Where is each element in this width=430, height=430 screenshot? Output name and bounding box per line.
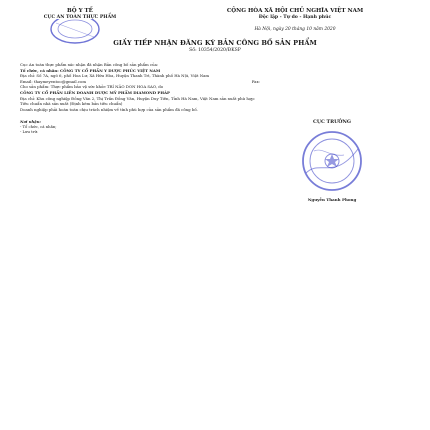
product-line: Địa chỉ: Khu công nghiệp Đồng Văn 2, Thị Trấn Đồng Văn, Huyện Duy Tiên, Tỉnh Hà Nam, Việt Nam sản xuất phù hợp: (20, 95, 256, 101)
issuing-agency (20, 8, 140, 35)
document-number: Số: 10354/2020/ĐKSP (189, 48, 241, 53)
email-line: Email: thaymeyentoo@gmail.com (20, 78, 87, 84)
body-line: Cục An toàn thực phẩm xác nhận đã nhận Bản công bố sản phẩm của: (20, 62, 159, 67)
official-seal-icon (300, 129, 364, 193)
document-header (20, 8, 410, 35)
recipients-block (20, 119, 57, 134)
body-line: Địa chỉ: Số 7A, ngõ 6, phố Hoa Lư, Xã Hữu Hòa, Huyện Thanh Trì, Thành phố Hà Nội, Việt Nam (20, 73, 210, 79)
motto-line-1: CỘNG HÒA XÃ HỘI CHỦ NGHĨA VIỆT NAM (226, 8, 364, 14)
recipients-label: Nơi nhận: (20, 119, 41, 125)
ministry-name: BỘ Y TẾ (67, 8, 93, 14)
product-line: CÔNG TY CỔ PHẦN LIÊN DOANH DƯỢC MỸ PHẨM DIAMOND PHÁP (20, 89, 170, 95)
recipient-item: - Tổ chức, cá nhân; (20, 124, 57, 130)
body-line: Tổ chức, cá nhân: CÔNG TY CỔ PHẦN Y DƯỢC PHÚC VIỆT NAM (20, 67, 161, 73)
signer-name: Nguyễn Thanh Phong (307, 197, 357, 203)
department-name: CỤC AN TOÀN THỰC PHẨM (43, 15, 117, 20)
commitment-line: Doanh nghiệp phải hoàn toàn chịu trách nhiệm về tính phù hợp của sản phẩm đã công bố. (20, 106, 199, 112)
national-motto (180, 8, 410, 32)
agency-seal-icon (48, 19, 102, 45)
signature-area (20, 119, 410, 229)
document-body (20, 62, 410, 112)
signer-title: CỤC TRƯỞNG (313, 119, 351, 126)
document-title: GIẤY TIẾP NHẬN ĐĂNG KÝ BẢN CÔNG BỐ SẢN PHẨM (113, 39, 317, 47)
issue-date: Hà Nội, ngày 20 tháng 10 năm 2020 (254, 27, 336, 32)
fax-label: Fax: (251, 78, 260, 84)
motto-line-2: Độc lập - Tự do - Hạnh phúc (258, 15, 332, 20)
recipient-item: - Lưu trữ. (20, 129, 39, 135)
signature-block (252, 119, 412, 202)
standard-note: Tiêu chuẩn nhà sản xuất (Định kèm bản tiêu chuẩn) (20, 101, 123, 107)
product-line: Cho sản phẩm: Thực phẩm bảo vệ sức khỏe TRÍ NÃO DON HOA SAO, do (20, 84, 164, 90)
